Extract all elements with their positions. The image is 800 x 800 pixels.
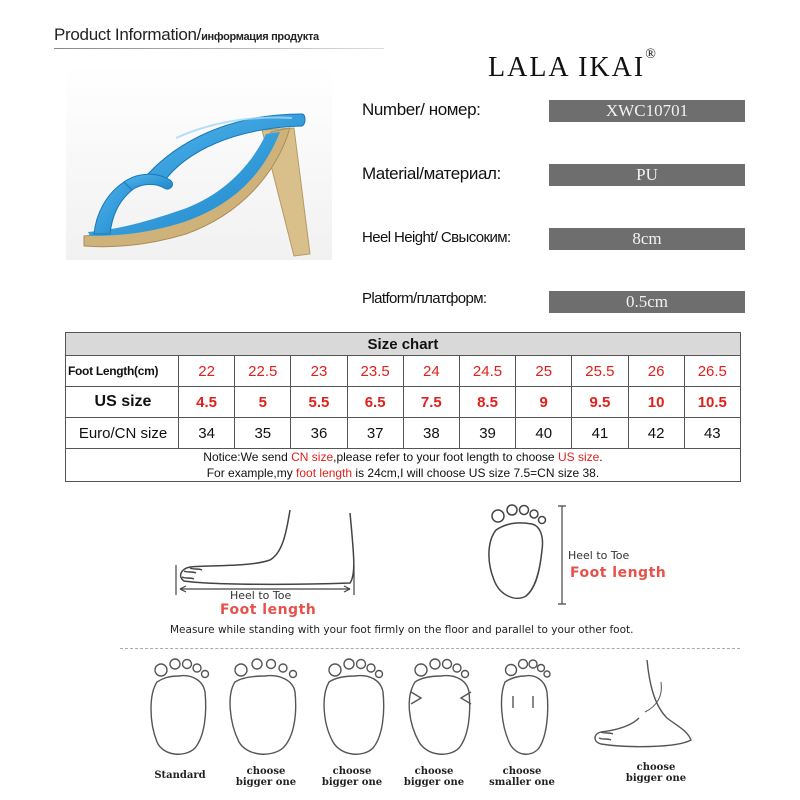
caption-line: Standard	[154, 770, 206, 781]
caption-line: bigger one	[403, 777, 465, 788]
foot-type-diagrams	[135, 652, 735, 767]
caption-line: choose	[502, 766, 542, 777]
caption-line: bigger one	[625, 773, 687, 784]
caption-line: choose	[246, 766, 286, 777]
us-size-cell: 10.5	[684, 387, 740, 418]
product-image	[66, 64, 332, 260]
euro-cn-size-header: Euro/CN size	[66, 418, 179, 449]
us-size-cell: 9	[516, 387, 572, 418]
euro-cn-size-cell: 39	[459, 418, 515, 449]
euro-cn-size-cell: 34	[179, 418, 235, 449]
heel-to-toe-label-top: Heel to Toe	[568, 549, 630, 562]
us-size-cell: 9.5	[572, 387, 628, 418]
foot-length-cell: 25	[516, 356, 572, 387]
caption-bunion	[394, 766, 474, 788]
foot-length-cell: 24	[403, 356, 459, 387]
us-size-cell: 7.5	[403, 387, 459, 418]
title-underline	[54, 48, 384, 49]
foot-bunion-icon	[409, 659, 471, 754]
top-foot-diagram	[468, 500, 578, 615]
notice-text: is 24cm,I will choose US size 7.5=CN size 38.	[352, 466, 600, 480]
euro-cn-size-cell: 40	[516, 418, 572, 449]
notice-text: Notice:We send	[203, 450, 292, 464]
foot-length-cell: 26	[628, 356, 684, 387]
page-title	[54, 25, 319, 45]
notice-highlight: US size	[557, 450, 600, 464]
foot-length-cell: 23	[291, 356, 347, 387]
title-english: Product Information/	[54, 25, 202, 44]
us-size-cell: 10	[628, 387, 684, 418]
number-value: XWC10701	[549, 100, 745, 122]
us-size-header: US size	[66, 387, 179, 418]
number-label: Number/ номер:	[362, 100, 481, 119]
euro-cn-size-cell: 35	[235, 418, 291, 449]
platform-value: 0.5cm	[549, 291, 745, 313]
foot-length-label-top: Foot length	[570, 565, 667, 581]
material-label: Material/материал:	[362, 164, 501, 183]
foot-standard-icon	[151, 659, 209, 754]
heel-height-label: Heel Height/ Свысоким:	[362, 229, 511, 246]
foot-length-cell: 24.5	[459, 356, 515, 387]
euro-cn-size-cell: 41	[572, 418, 628, 449]
measure-instruction: Measure while standing with your foot firmly on the floor and parallel to your other foot.	[170, 624, 634, 636]
us-size-cell: 4.5	[179, 387, 235, 418]
notice-highlight: foot length	[296, 466, 353, 480]
us-size-cell: 8.5	[459, 387, 515, 418]
euro-cn-size-cell: 37	[347, 418, 403, 449]
foot-length-cell: 26.5	[684, 356, 740, 387]
caption-narrow	[482, 766, 562, 788]
caption-high-instep	[616, 762, 696, 784]
foot-length-cell: 23.5	[347, 356, 403, 387]
euro-cn-size-row	[66, 418, 741, 449]
material-value: PU	[549, 164, 745, 186]
caption-line: bigger one	[321, 777, 383, 788]
title-russian: информация продукта	[201, 31, 319, 43]
us-size-row	[66, 387, 741, 418]
us-size-cell: 5.5	[291, 387, 347, 418]
foot-high-arch-icon	[324, 659, 384, 754]
brand-name: LALA IKAI	[488, 52, 646, 83]
euro-cn-size-cell: 38	[403, 418, 459, 449]
dashed-divider	[120, 648, 740, 649]
notice-line-1	[66, 449, 740, 465]
foot-high-instep-icon	[595, 660, 691, 747]
foot-length-label-side: Foot length	[220, 602, 317, 618]
euro-cn-size-cell: 43	[684, 418, 740, 449]
notice-highlight: CN size	[291, 450, 334, 464]
us-size-cell: 6.5	[347, 387, 403, 418]
caption-standard	[140, 770, 220, 781]
foot-length-cell: 22.5	[235, 356, 291, 387]
caption-wide	[226, 766, 306, 788]
caption-line: smaller one	[489, 777, 555, 788]
foot-length-header: Foot Length(cm)	[66, 356, 179, 387]
caption-line: choose	[414, 766, 454, 777]
caption-line: choose	[332, 766, 372, 777]
notice-line-2	[66, 465, 740, 481]
registered-mark: ®	[645, 46, 658, 62]
foot-length-row	[66, 356, 741, 387]
euro-cn-size-cell: 36	[291, 418, 347, 449]
size-chart-title: Size chart	[66, 333, 741, 356]
foot-length-cell: 25.5	[572, 356, 628, 387]
notice-text: For example,my	[206, 466, 297, 480]
foot-length-cell: 22	[179, 356, 235, 387]
size-notice	[66, 449, 741, 482]
caption-high-arch	[312, 766, 392, 788]
heel-to-toe-label-side: Heel to Toe	[230, 589, 292, 602]
notice-text: .	[599, 450, 603, 464]
notice-text: ,please refer to your foot length to choose	[333, 450, 558, 464]
us-size-cell: 5	[235, 387, 291, 418]
caption-line: choose	[636, 762, 676, 773]
caption-line: bigger one	[235, 777, 297, 788]
brand-logo	[488, 46, 658, 84]
size-chart-table	[65, 332, 741, 482]
platform-label: Platform/платформ:	[362, 290, 487, 307]
foot-wide-icon	[230, 659, 296, 754]
foot-narrow-icon	[502, 660, 550, 755]
euro-cn-size-cell: 42	[628, 418, 684, 449]
heel-height-value: 8cm	[549, 228, 745, 250]
